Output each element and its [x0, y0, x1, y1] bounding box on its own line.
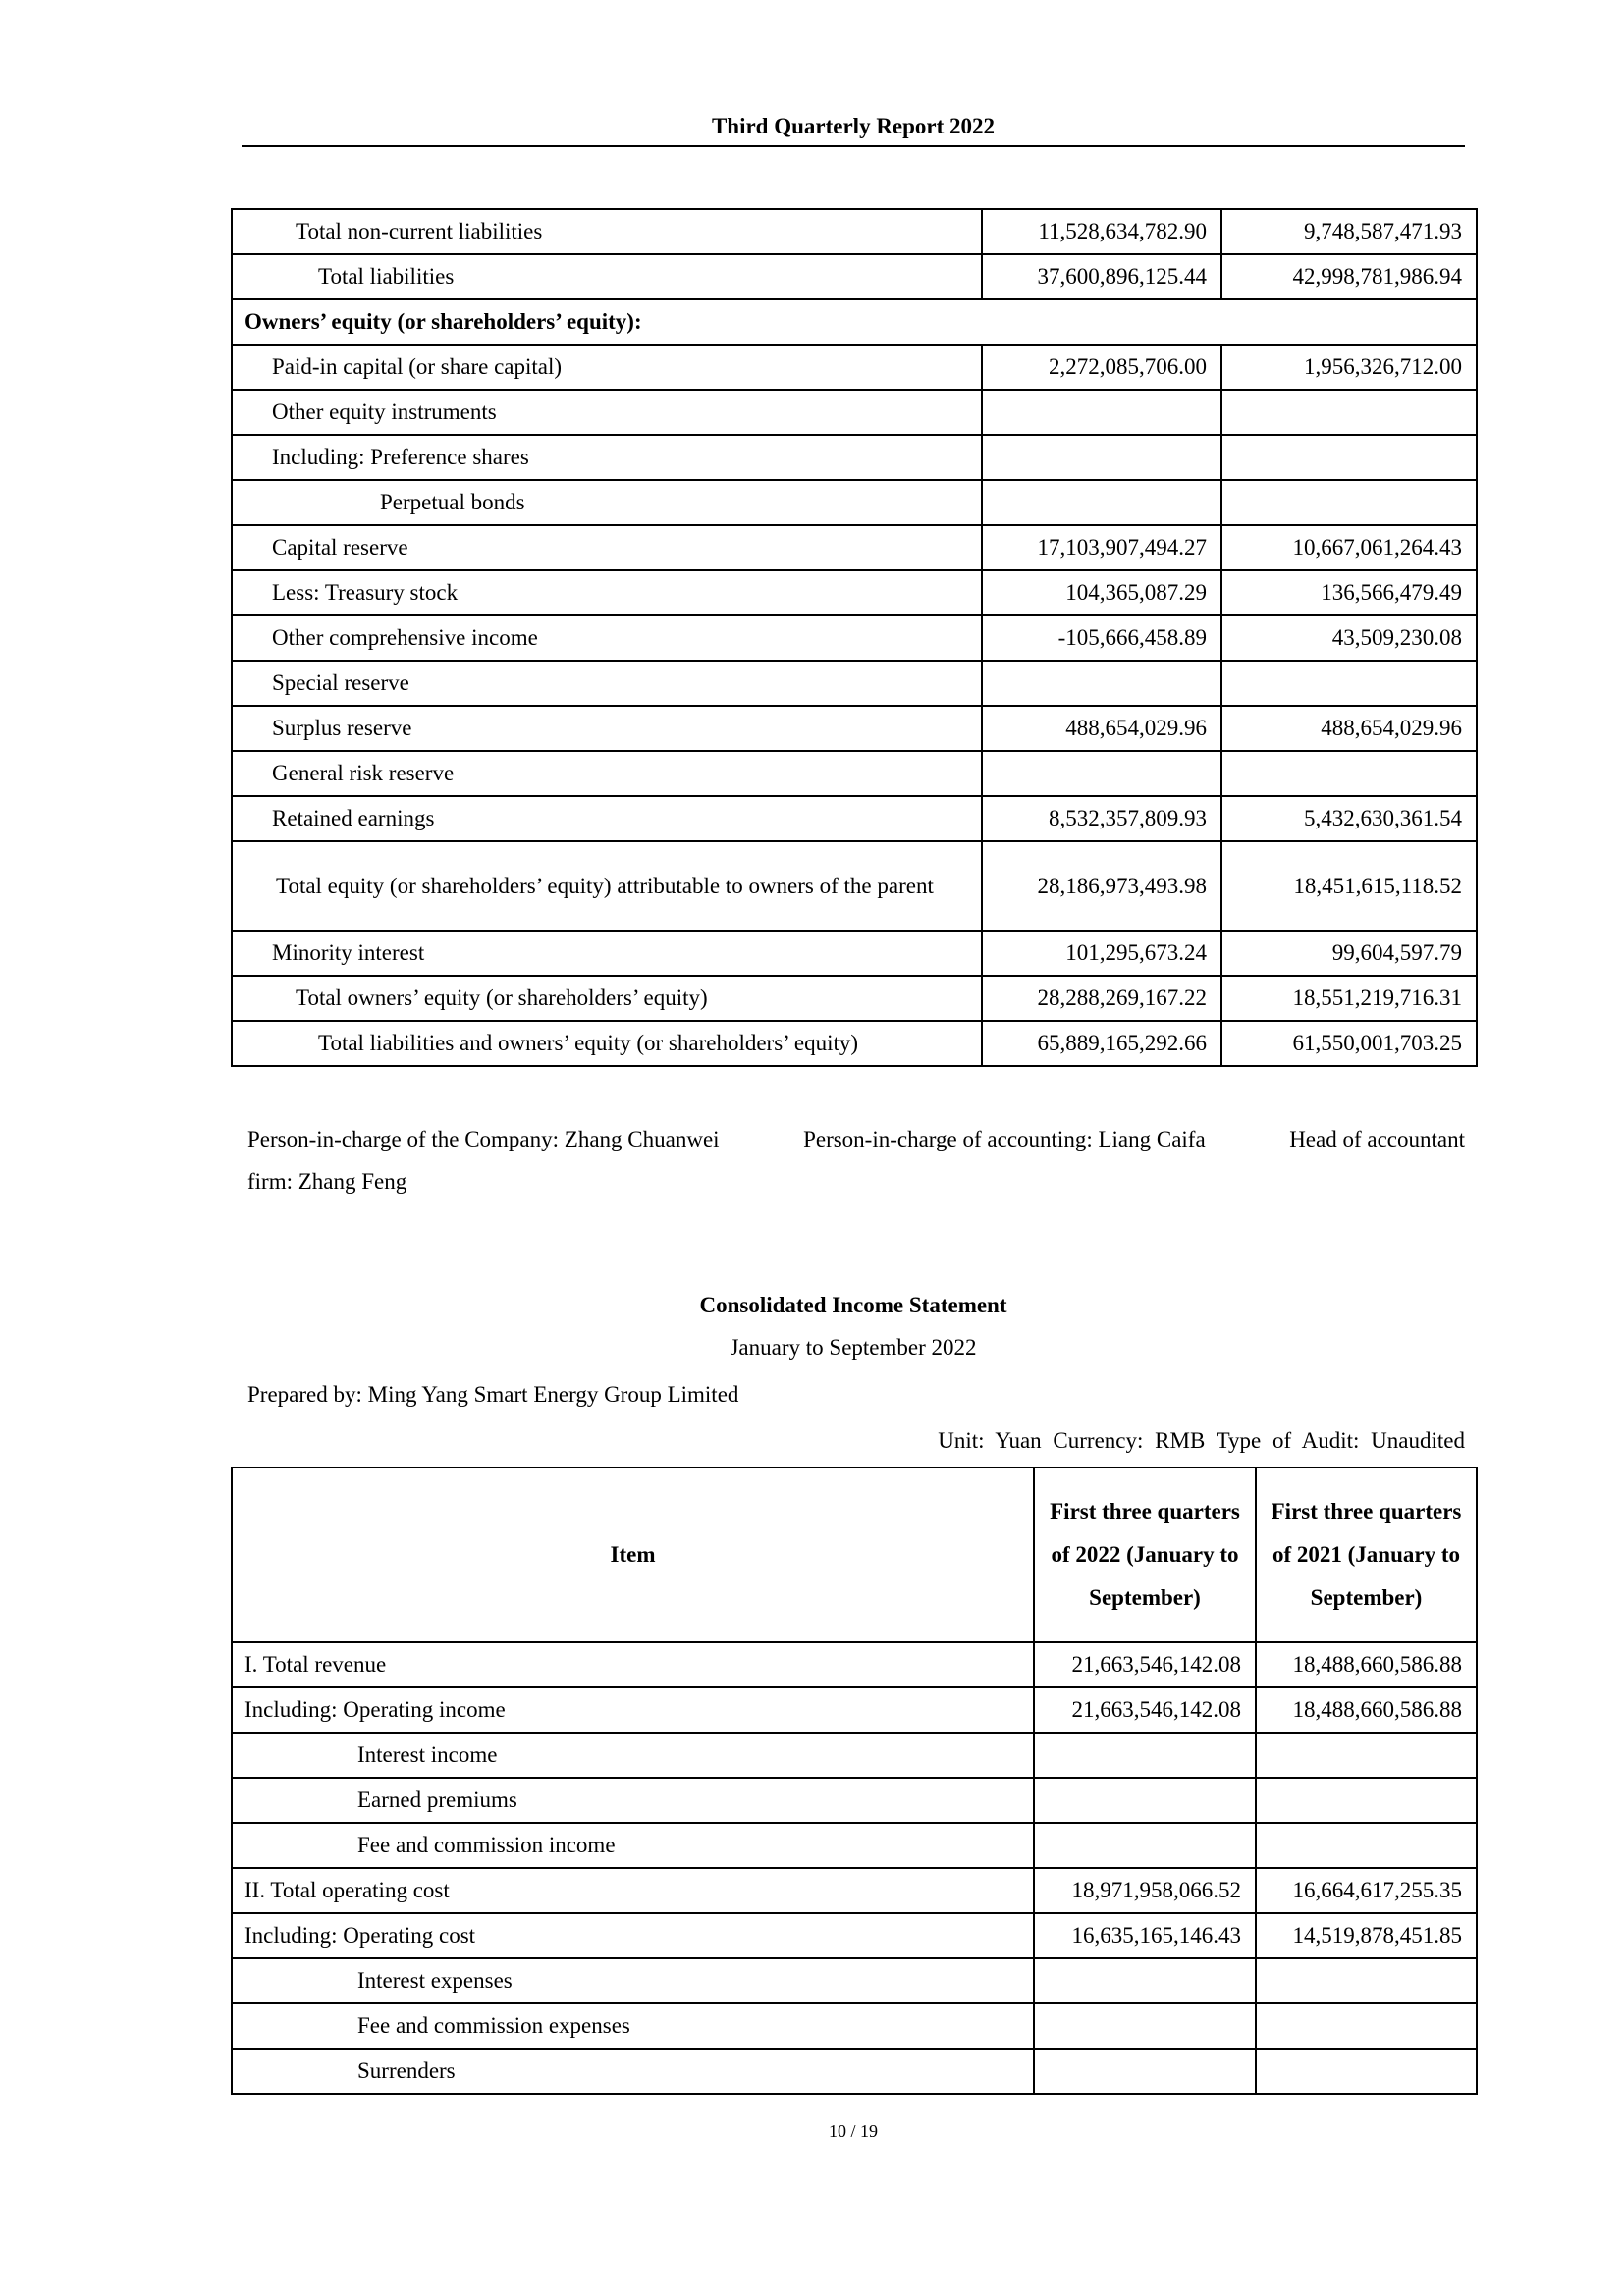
- accountant-head-name: firm: Zhang Feng: [247, 1169, 407, 1194]
- prior-value: 9,748,587,471.93: [1221, 209, 1477, 254]
- prior-value: [1256, 1958, 1477, 2003]
- signature-block: [247, 1118, 1465, 1202]
- table-header-row: [232, 1468, 1477, 1642]
- table-row: [232, 1021, 1477, 1066]
- row-label: Less: Treasury stock: [232, 570, 982, 615]
- prior-value: 18,488,660,586.88: [1256, 1687, 1477, 1733]
- statement-period: January to September 2022: [730, 1335, 977, 1360]
- row-label: Total liabilities and owners’ equity (or shareholders’ equity): [232, 1021, 982, 1066]
- table-row: [232, 1868, 1477, 1913]
- prior-value: 5,432,630,361.54: [1221, 796, 1477, 841]
- prior-value: 16,664,617,255.35: [1256, 1868, 1477, 1913]
- current-value: [1034, 1823, 1256, 1868]
- income-statement-table: [231, 1467, 1478, 2095]
- table-row: [232, 931, 1477, 976]
- current-value: [1034, 2003, 1256, 2049]
- prior-value: 1,956,326,712.00: [1221, 345, 1477, 390]
- prior-value: [1221, 751, 1477, 796]
- row-label: Total equity (or shareholders’ equity) attributable to owners of the parent: [232, 841, 982, 931]
- table-row: [232, 435, 1477, 480]
- row-label: Surplus reserve: [232, 706, 982, 751]
- row-label: Interest income: [232, 1733, 1034, 1778]
- current-value: [1034, 1958, 1256, 2003]
- row-label: Interest expenses: [232, 1958, 1034, 2003]
- table-row: [232, 480, 1477, 525]
- row-label: Surrenders: [232, 2049, 1034, 2094]
- current-value: [982, 435, 1221, 480]
- prior-value: 10,667,061,264.43: [1221, 525, 1477, 570]
- table-row: [232, 1642, 1477, 1687]
- row-label: Special reserve: [232, 661, 982, 706]
- prior-value: [1221, 390, 1477, 435]
- prior-value: [1256, 1778, 1477, 1823]
- row-label: Fee and commission income: [232, 1823, 1034, 1868]
- prior-value: 18,451,615,118.52: [1221, 841, 1477, 931]
- row-label: Including: Preference shares: [232, 435, 982, 480]
- row-label: Fee and commission expenses: [232, 2003, 1034, 2049]
- table-row: [232, 390, 1477, 435]
- table-row: [232, 1958, 1477, 2003]
- table-row: [232, 525, 1477, 570]
- current-value: 18,971,958,066.52: [1034, 1868, 1256, 1913]
- table-row: [232, 661, 1477, 706]
- prior-value: [1256, 2003, 1477, 2049]
- table-row: [232, 1733, 1477, 1778]
- current-value: 37,600,896,125.44: [982, 254, 1221, 299]
- prior-value: [1221, 661, 1477, 706]
- current-value: [982, 751, 1221, 796]
- row-label: Other comprehensive income: [232, 615, 982, 661]
- table-row: [232, 2003, 1477, 2049]
- statement-title: Consolidated Income Statement: [699, 1293, 1007, 1317]
- table-row: [232, 796, 1477, 841]
- row-label: Total owners’ equity (or shareholders’ equity): [232, 976, 982, 1021]
- prior-value: [1256, 2049, 1477, 2094]
- table-row: [232, 1687, 1477, 1733]
- row-label: Capital reserve: [232, 525, 982, 570]
- prior-value: 18,551,219,716.31: [1221, 976, 1477, 1021]
- table-row: [232, 1778, 1477, 1823]
- row-label: Perpetual bonds: [232, 480, 982, 525]
- prior-value: 42,998,781,986.94: [1221, 254, 1477, 299]
- accountant-head-label: Head of accountant: [1289, 1127, 1465, 1151]
- row-label: Paid-in capital (or share capital): [232, 345, 982, 390]
- prior-value: 136,566,479.49: [1221, 570, 1477, 615]
- current-value: 28,288,269,167.22: [982, 976, 1221, 1021]
- prior-value: [1221, 480, 1477, 525]
- table-row: [232, 209, 1477, 254]
- current-value: 21,663,546,142.08: [1034, 1687, 1256, 1733]
- prior-period-column-header: First three quarters of 2021 (January to September): [1256, 1468, 1477, 1642]
- table-row: [232, 1913, 1477, 1958]
- table-row: [232, 1823, 1477, 1868]
- section-heading: Owners’ equity (or shareholders’ equity):: [232, 299, 1477, 345]
- current-value: [1034, 2049, 1256, 2094]
- prior-value: [1221, 435, 1477, 480]
- company-person-in-charge: Person-in-charge of the Company: Zhang Chuanwei: [247, 1127, 720, 1151]
- prepared-by: Prepared by: Ming Yang Smart Energy Group Limited: [247, 1382, 739, 1407]
- table-row: [232, 706, 1477, 751]
- table-row: [232, 2049, 1477, 2094]
- current-value: 16,635,165,146.43: [1034, 1913, 1256, 1958]
- current-value: 8,532,357,809.93: [982, 796, 1221, 841]
- current-value: 65,889,165,292.66: [982, 1021, 1221, 1066]
- current-value: [982, 661, 1221, 706]
- current-value: -105,666,458.89: [982, 615, 1221, 661]
- prior-value: 18,488,660,586.88: [1256, 1642, 1477, 1687]
- prior-value: 99,604,597.79: [1221, 931, 1477, 976]
- current-value: 21,663,546,142.08: [1034, 1642, 1256, 1687]
- row-label: Total non-current liabilities: [232, 209, 982, 254]
- row-label: II. Total operating cost: [232, 1868, 1034, 1913]
- row-label: Total liabilities: [232, 254, 982, 299]
- report-header-title: Third Quarterly Report 2022: [711, 114, 996, 138]
- current-value: [982, 390, 1221, 435]
- current-value: 17,103,907,494.27: [982, 525, 1221, 570]
- balance-sheet-table: [231, 208, 1478, 1067]
- current-period-column-header: First three quarters of 2022 (January to September): [1034, 1468, 1256, 1642]
- row-label: Other equity instruments: [232, 390, 982, 435]
- table-row: [232, 615, 1477, 661]
- header-divider: [242, 145, 1465, 147]
- prior-value: 61,550,001,703.25: [1221, 1021, 1477, 1066]
- prior-value: 488,654,029.96: [1221, 706, 1477, 751]
- current-value: 101,295,673.24: [982, 931, 1221, 976]
- row-label: Including: Operating cost: [232, 1913, 1034, 1958]
- row-label: Including: Operating income: [232, 1687, 1034, 1733]
- prior-value: 43,509,230.08: [1221, 615, 1477, 661]
- current-value: 2,272,085,706.00: [982, 345, 1221, 390]
- current-value: [982, 480, 1221, 525]
- row-label: I. Total revenue: [232, 1642, 1034, 1687]
- prior-value: 14,519,878,451.85: [1256, 1913, 1477, 1958]
- table-row: [232, 976, 1477, 1021]
- table-row: [232, 254, 1477, 299]
- row-label: Earned premiums: [232, 1778, 1034, 1823]
- current-value: 28,186,973,493.98: [982, 841, 1221, 931]
- current-value: [1034, 1778, 1256, 1823]
- table-row: [232, 841, 1477, 931]
- table-row: [232, 345, 1477, 390]
- row-label: General risk reserve: [232, 751, 982, 796]
- table-row: [232, 299, 1477, 345]
- page-number: 10 / 19: [828, 2121, 878, 2141]
- current-value: 11,528,634,782.90: [982, 209, 1221, 254]
- unit-currency-audit: Unit: Yuan Currency: RMB Type of Audit: Unaudited: [938, 1428, 1465, 1453]
- item-column-header: Item: [232, 1468, 1034, 1642]
- current-value: 488,654,029.96: [982, 706, 1221, 751]
- row-label: Retained earnings: [232, 796, 982, 841]
- current-value: [1034, 1733, 1256, 1778]
- table-row: [232, 751, 1477, 796]
- accounting-person-in-charge: Person-in-charge of accounting: Liang Caifa: [803, 1127, 1206, 1151]
- row-label: Minority interest: [232, 931, 982, 976]
- table-row: [232, 570, 1477, 615]
- current-value: 104,365,087.29: [982, 570, 1221, 615]
- prior-value: [1256, 1823, 1477, 1868]
- prior-value: [1256, 1733, 1477, 1778]
